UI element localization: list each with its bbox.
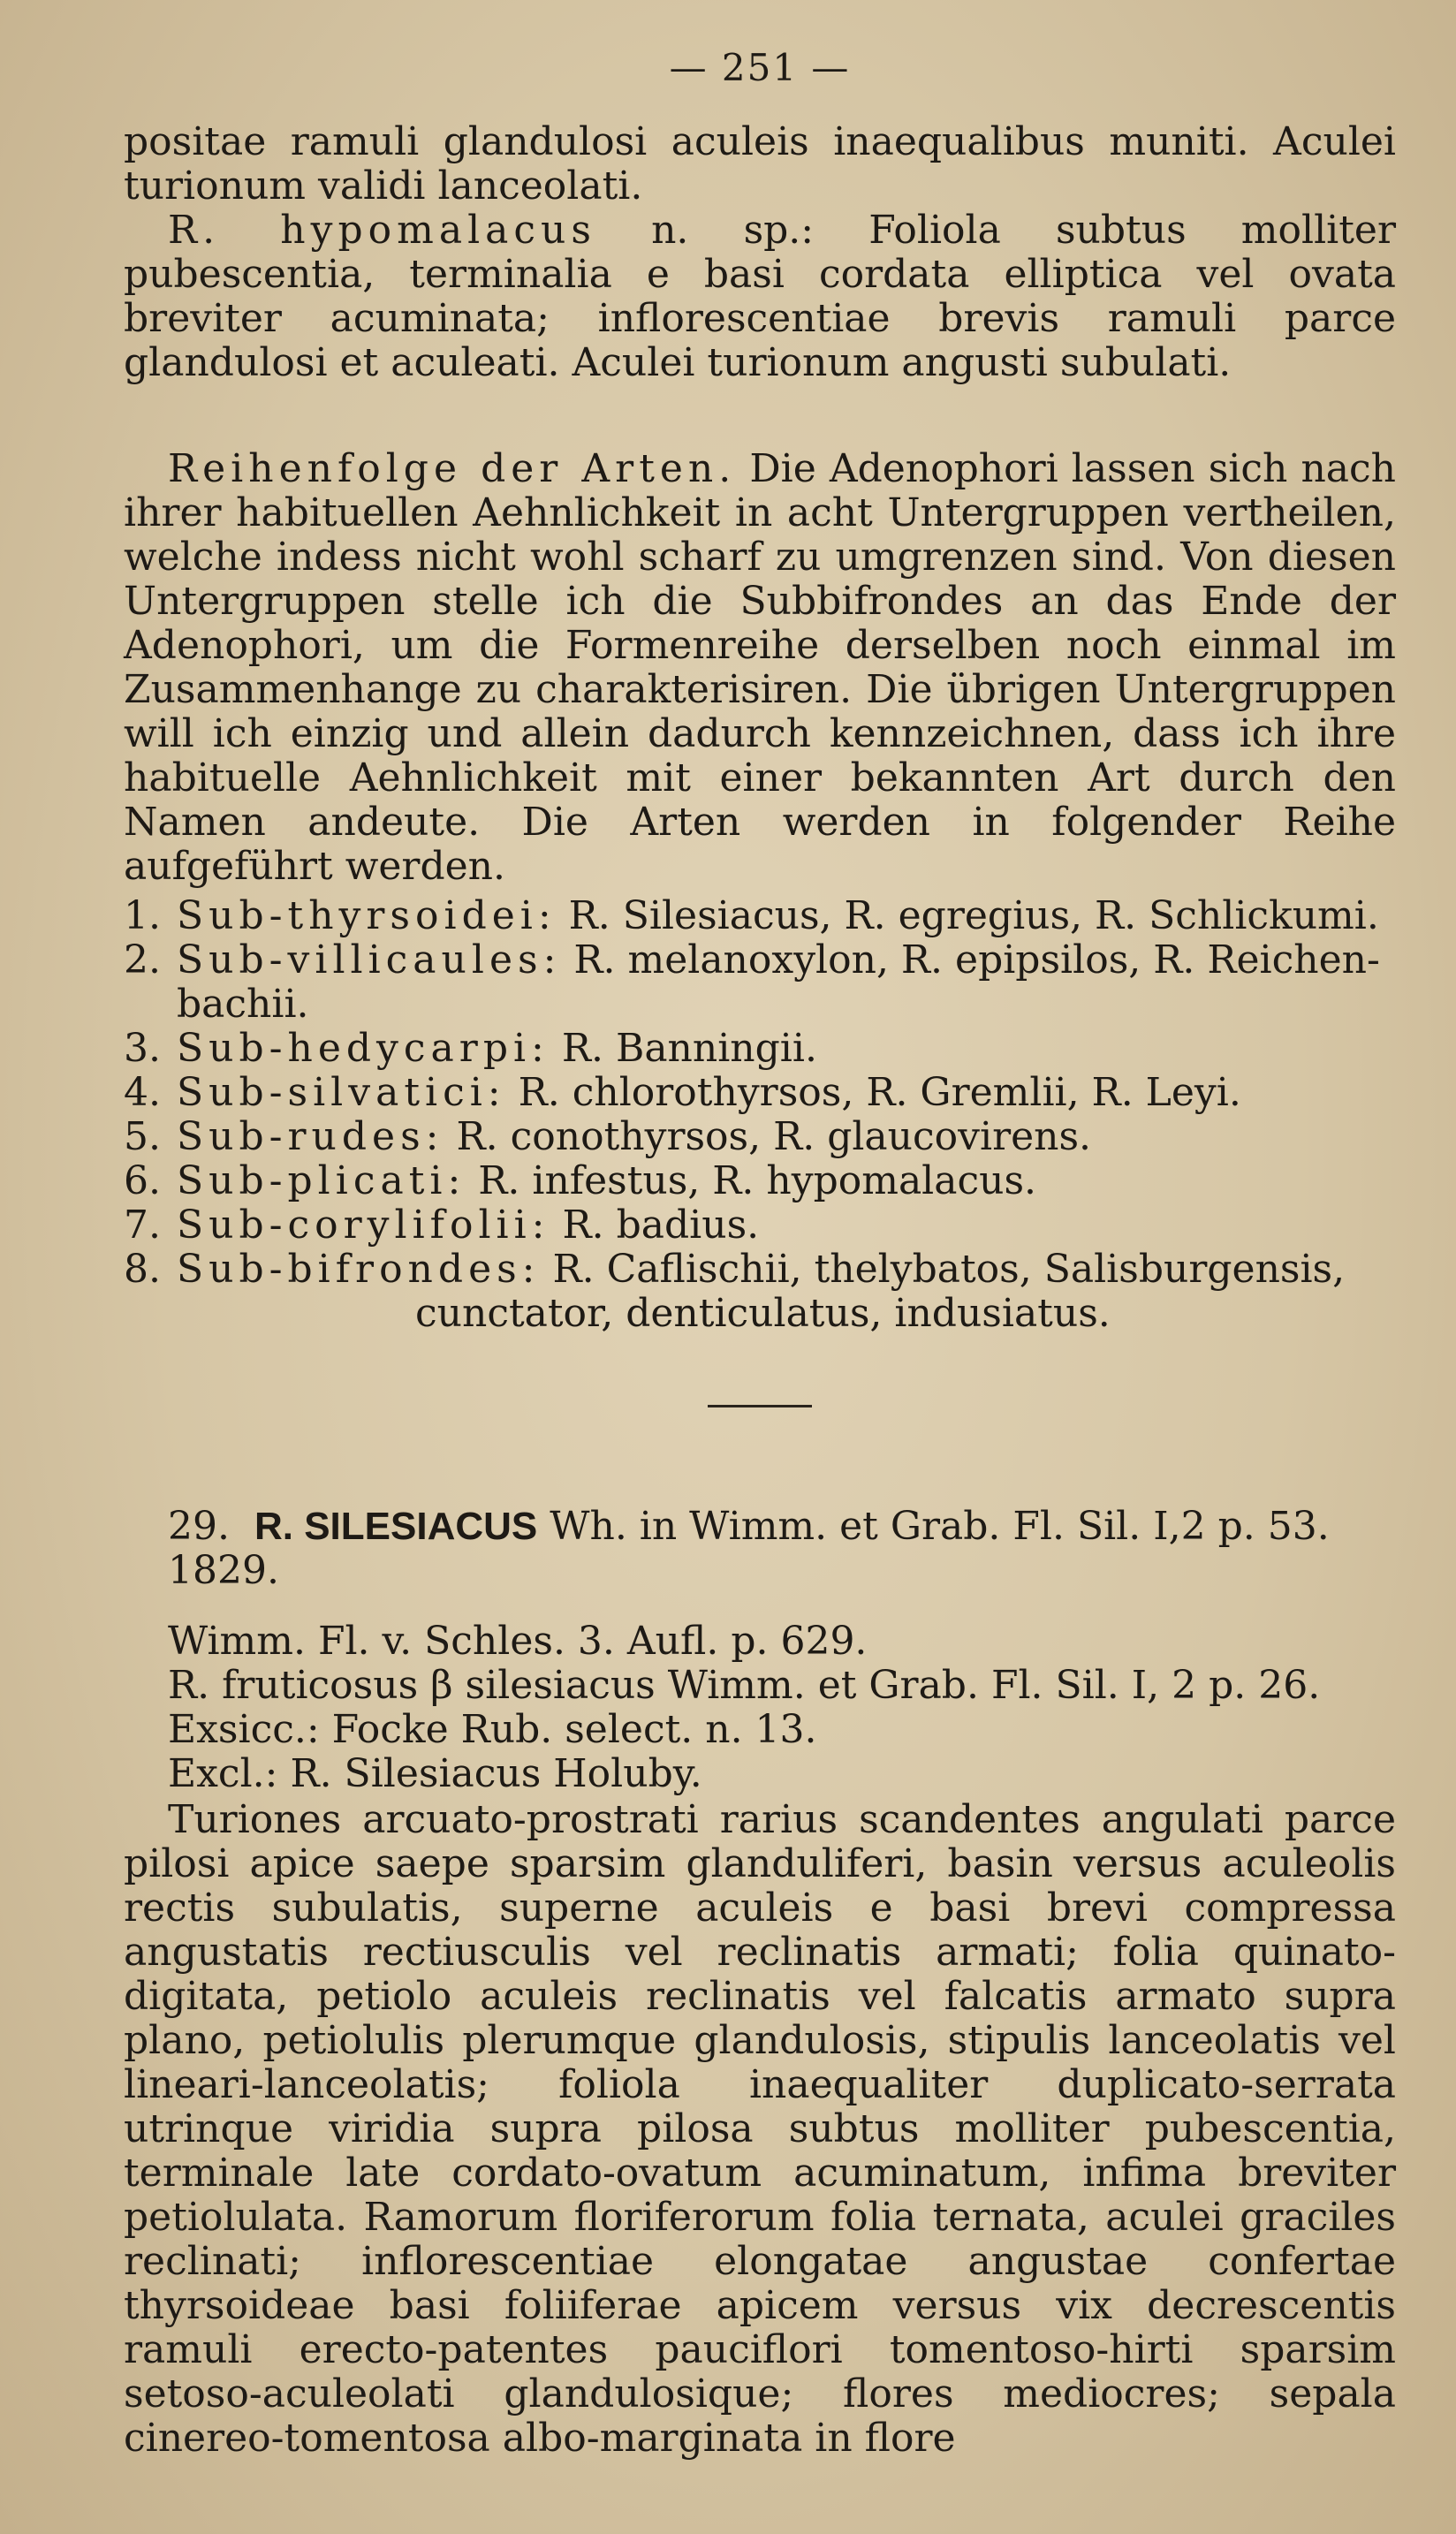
group-name: Sub-rudes: bbox=[177, 1114, 444, 1159]
group-species: R. Silesiacus, R. egregius, R. Schlickumi. bbox=[568, 893, 1379, 938]
group-item bbox=[124, 1248, 1396, 1336]
group-species-continued: cunctator, denticulatus, indusiatus. bbox=[415, 1291, 1111, 1336]
group-species: R. chlorothyrsos, R. Gremlii, R. Leyi. bbox=[518, 1070, 1241, 1115]
group-number: 5. bbox=[124, 1114, 161, 1159]
paragraph-hypomalacus bbox=[124, 209, 1396, 385]
group-species: R. Banningii. bbox=[561, 1026, 817, 1071]
group-name: Sub-hedycarpi: bbox=[177, 1026, 550, 1071]
group-species: R. infestus, R. hypomalacus. bbox=[478, 1158, 1037, 1203]
section-divider bbox=[708, 1405, 812, 1407]
paragraph-reihenfolge bbox=[124, 447, 1396, 889]
group-item bbox=[124, 894, 1396, 938]
synonym-line: R. fruticosus β silesiacus Wimm. et Grab. Fl. Sil. I, 2 p. 26. bbox=[168, 1663, 1321, 1708]
species-description: Turiones arcuato-prostrati rarius scandentes angulati parce pilosi apice saepe sparsim glanduliferi, basin versus aculeolis rectis subulatis, superne aculeis e basi brevi compressa angustatis rectiusculis vel reclinatis armati; folia quinato-digitata, petiolo aculeis reclinatis vel falcatis armato supra plano, petiolulis plerumque glandulosis, stipulis lanceolatis vel lineari-lanceolatis; foliola inaequaliter duplicato-serrata utrinque viridia supra pilosa subtus molliter pubescentia, terminale late cordato-ovatum acuminatum, infima breviter petiolulata. Ramorum floriferorum folia ternata, aculei graciles reclinati; inflorescentiae elongatae angustae confertae thyrsoideae basi foliiferae apicem versus vix decrescentis ramuli erecto-patentes pauciflori tomentoso-hirti sparsim setoso-aculeolati glandulosique; flores mediocres; sepala cinereo-tomentosa albo-marginata in flore bbox=[124, 1797, 1396, 2461]
hypomalacus-text: n. sp.: Foliola subtus molliter pubescentia, terminalia e basi cordata elliptica vel ovata breviter acuminata; inflorescentiae brevis ramuli parce glandulosi et aculeati. Aculei turionum angusti subulati. bbox=[124, 208, 1396, 385]
group-name: Sub-thyrsoidei: bbox=[177, 893, 557, 938]
group-number: 6. bbox=[124, 1158, 161, 1203]
group-name: Sub-bifrondes: bbox=[177, 1247, 541, 1292]
group-item bbox=[124, 1159, 1396, 1203]
paragraph-top: positae ramuli glandulosi aculeis inaequalibus muniti. Aculei turionum validi lanceolati. bbox=[124, 119, 1396, 209]
group-item bbox=[124, 938, 1396, 1027]
synonym-line: Excl.: R. Silesiacus Holuby. bbox=[168, 1751, 702, 1796]
group-item bbox=[124, 1071, 1396, 1115]
synonym-line: Exsicc.: Focke Rub. select. n. 13. bbox=[168, 1707, 817, 1752]
group-number: 3. bbox=[124, 1026, 161, 1071]
species-heading bbox=[124, 1505, 1396, 1593]
page-number: — 251 — bbox=[669, 46, 851, 89]
species-name: R. SILESIACUS bbox=[254, 1505, 538, 1548]
group-species: R. melanoxylon, R. epipsilos, R. Reichen-bachii. bbox=[177, 937, 1380, 1027]
synonym-list bbox=[124, 1620, 1396, 1796]
reihenfolge-label: Reihenfolge der Arten. bbox=[168, 446, 737, 491]
group-number: 8. bbox=[124, 1247, 161, 1292]
species-number: 29. bbox=[168, 1504, 230, 1549]
group-item bbox=[124, 1115, 1396, 1159]
group-number: 4. bbox=[124, 1070, 161, 1115]
group-number: 7. bbox=[124, 1203, 161, 1248]
page-content bbox=[124, 46, 1396, 2461]
group-name: Sub-plicati: bbox=[177, 1158, 466, 1203]
species-citation: Wh. in Wimm. et Grab. Fl. Sil. I,2 p. 53. 1829. bbox=[168, 1504, 1330, 1593]
hypomalacus-label: R. hypomalacus bbox=[168, 208, 596, 253]
group-species: R. conothyrsos, R. glaucovirens. bbox=[456, 1114, 1092, 1159]
group-name: Sub-corylifolii: bbox=[177, 1203, 550, 1248]
group-item bbox=[124, 1027, 1396, 1071]
group-number: 1. bbox=[124, 893, 161, 938]
group-list bbox=[124, 894, 1396, 1336]
group-species: R. Caflischii, thelybatos, Salisburgensis, bbox=[552, 1247, 1346, 1292]
group-number: 2. bbox=[124, 937, 161, 982]
group-name: Sub-silvatici: bbox=[177, 1070, 506, 1115]
group-item bbox=[124, 1203, 1396, 1248]
synonym-line: Wimm. Fl. v. Schles. 3. Aufl. p. 629. bbox=[168, 1619, 868, 1664]
reihenfolge-text: Die Adenophori lassen sich nach ihrer habituellen Aehnlichkeit in acht Untergruppen vertheilen, welche indess nicht wohl scharf zu umgrenzen sind. Von diesen Untergruppen stelle ich die Subbifrondes an das Ende der Adenophori, um die Formenreihe derselben noch einmal im Zusammenhange zu charakterisiren. Die übrigen Untergruppen will ich einzig und allein dadurch kennzeichnen, dass ich ihre habituelle Aehnlichkeit mit einer bekannten Art durch den Namen andeute. Die Arten werden in folgender Reihe aufgeführt werden. bbox=[124, 446, 1396, 889]
group-species: R. badius. bbox=[562, 1203, 760, 1248]
group-name: Sub-villicaules: bbox=[177, 937, 562, 982]
